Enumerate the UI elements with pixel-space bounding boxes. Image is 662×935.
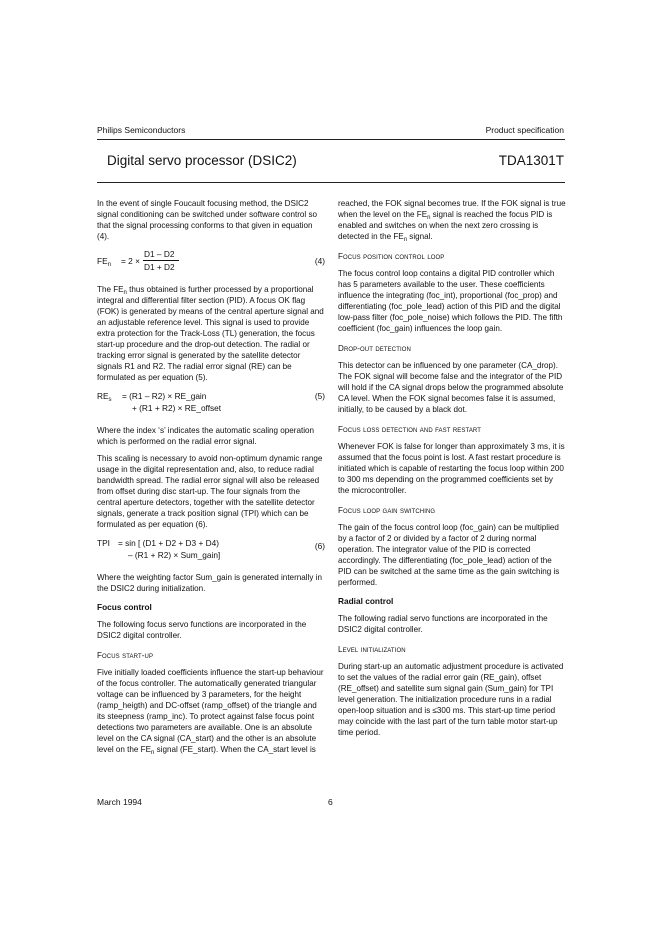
fraction-line	[143, 260, 179, 261]
eq4-lhs-sub: n	[107, 262, 111, 268]
subscript: n	[427, 215, 431, 221]
text: signal is reached the focus PID is enabled and switches on when the next zero crossing is detected in the FE	[338, 210, 553, 241]
eq5-line-2: + (R1 + R2) × RE_offset	[132, 403, 222, 413]
subscript: n	[151, 750, 155, 756]
section-heading-radial-control: Radial control	[338, 596, 394, 606]
footer-date: March 1994	[97, 797, 142, 807]
eq5-lhs-sub: s	[108, 397, 112, 403]
left-column	[97, 198, 325, 761]
paragraph: Where the weighting factor Sum_gain is generated internally in the DSIC2 during initialization.	[97, 573, 322, 593]
company-name: Philips Semiconductors	[97, 125, 186, 135]
eq4-numerator: D1 – D2	[144, 249, 175, 259]
right-column	[338, 198, 566, 744]
subscript: n	[123, 290, 127, 296]
eq6-number: (6)	[314, 541, 325, 551]
paragraph: The following focus servo functions are incorporated in the DSIC2 digital controller.	[97, 620, 307, 640]
header-rule	[97, 139, 565, 140]
paragraph: During start-up an automatic adjustment procedure is activated to set the values of the radial error gain (RE_gain), offset (RE_offset) and satellite sum signal gain (Sum_gain) for TPI level generation. The initialization procedure runs in a radial open-loop situation and is ≤300 ms. This start-up time period may coincide with the last part of the turn table motor start-up time period.	[338, 662, 564, 737]
paragraph: The focus control loop contains a digital PID controller which has 5 parameters available to the user. These coefficients influence the integrating (foc_int), proportional (foc_prop) and differentiating (foc_pole_lead) action of this PID and the digital low-pass filter (foc_pole_noise) which follows the PID. The fifth coefficient (foc_gain) influences the loop gain.	[338, 269, 563, 333]
title-rule	[97, 182, 565, 183]
paragraph: The following radial servo functions are incorporated in the DSIC2 digital controller.	[338, 614, 548, 634]
eq6-line-1: = sin [ (D1 + D2 + D3 + D4)	[118, 538, 219, 548]
equation-4	[97, 248, 325, 274]
eq4-number: (4)	[314, 256, 325, 266]
subscript: n	[403, 237, 408, 243]
paragraph: In the event of single Foucault focusing method, the DSIC2 signal conditioning can be switched under software control so that the signal processing conforms to that given in equation (4).	[97, 199, 318, 241]
eq6-lhs: TPI	[97, 538, 110, 548]
document-type: Product specification	[485, 125, 564, 135]
text: thus obtained is further processed by a proportional integral and differential filter section (PID). A focus OK flag (FOK) is generated by means of the central aperture signal and an adjustable reference level. This signal is used to provide extra protection for the Track-Loss (TL) generation, the focus start-up procedure and the drop-out detection. The radial or tracking error signal is generated by the satellite detector signals R1 and R2. The radial error signal (RE) can be formulated as per equation (5).	[97, 285, 324, 382]
eq4-lhs: FE	[97, 256, 108, 266]
subsection-heading-level-initialization: Level initialization	[338, 645, 406, 654]
eq5-number: (5)	[314, 391, 325, 401]
page-title: Digital servo processor (DSIC2)	[107, 153, 297, 168]
subsection-heading-drop-out-detection: Drop-out detection	[338, 344, 411, 353]
eq4-operator: = 2 ×	[121, 256, 140, 266]
text: Five initially loaded coefficients influence the start-up behaviour of the focus controller. The automatically generated triangular voltage can be influenced by 3 parameters, for the height (ramp_heigth) and DC-offset (ramp_offset) of the triangle and its steepness (ramp_inc). To protect against false focus point detections two parameters are available. One is an absolute level on the CA signal (CA_start) and the other is an absolute level on the FE	[97, 668, 324, 754]
text: reached, the FOK signal becomes true. If the FOK signal is true when the level on the FE	[338, 199, 566, 219]
paragraph: Where the index ‘s’ indicates the automatic scaling operation which is performed on the radial error signal.	[97, 426, 315, 446]
paragraph	[97, 284, 325, 383]
eq6-line-2: – (R1 + R2) × Sum_gain]	[128, 550, 221, 560]
subsection-heading-focus-position-control-loop: Focus position control loop	[338, 252, 445, 261]
paragraph	[338, 198, 566, 242]
text: The FE	[97, 285, 124, 294]
subsection-heading-focus-loop-gain-switching: Focus loop gain switching	[338, 506, 436, 515]
text: signal.	[407, 232, 433, 241]
eq5-lhs: RE	[97, 391, 109, 401]
paragraph: The gain of the focus control loop (foc_gain) can be multiplied by a factor of 2 or divided by a factor of 2 during normal operation. The integrator value of the PID is corrected accordingly. The differentiating (foc_pole_lead) action of the PID can be switched at the same time as the gain switching is performed.	[338, 523, 560, 587]
part-number: TDA1301T	[498, 153, 564, 168]
paragraph	[97, 667, 325, 755]
paragraph: This detector can be influenced by one parameter (CA_drop). The FOK signal will become false and the integrator of the PID will hold if the CA signal drops below the programmed absolute CA level. When the FOK signal becomes false it is assumed, initially, to be caused by a black dot.	[338, 361, 564, 414]
eq5-line-1: = (R1 – R2) × RE_gain	[122, 391, 207, 401]
page-number: 6	[328, 797, 333, 807]
subsection-heading-focus-loss-detection: Focus loss detection and fast restart	[338, 425, 482, 434]
subsection-heading-focus-start-up: Focus start-up	[97, 651, 154, 660]
eq4-denominator: D1 + D2	[144, 262, 175, 272]
paragraph: Whenever FOK is false for longer than approximately 3 ms, it is assumed that the focus point is lost. A fast restart procedure is initiated which is capable of restarting the focus loop within 200 to 300 ms depending on the programmed coefficients set by the microcontroller.	[338, 442, 565, 495]
text: signal (FE_start). When the CA_start level is	[154, 745, 316, 754]
equation-6	[97, 536, 325, 562]
equation-5	[97, 389, 325, 415]
paragraph: This scaling is necessary to avoid non-optimum dynamic range usage in the digital representation and, also, to reduce radial bandwidth spread. The radial error signal will also be released from offset during disc start-up. The four signals from the central aperture detectors, together with the satellite detector signals, generate a track position signal (TPI) which can be formulated as per equation (6).	[97, 454, 323, 529]
section-heading-focus-control: Focus control	[97, 602, 152, 612]
